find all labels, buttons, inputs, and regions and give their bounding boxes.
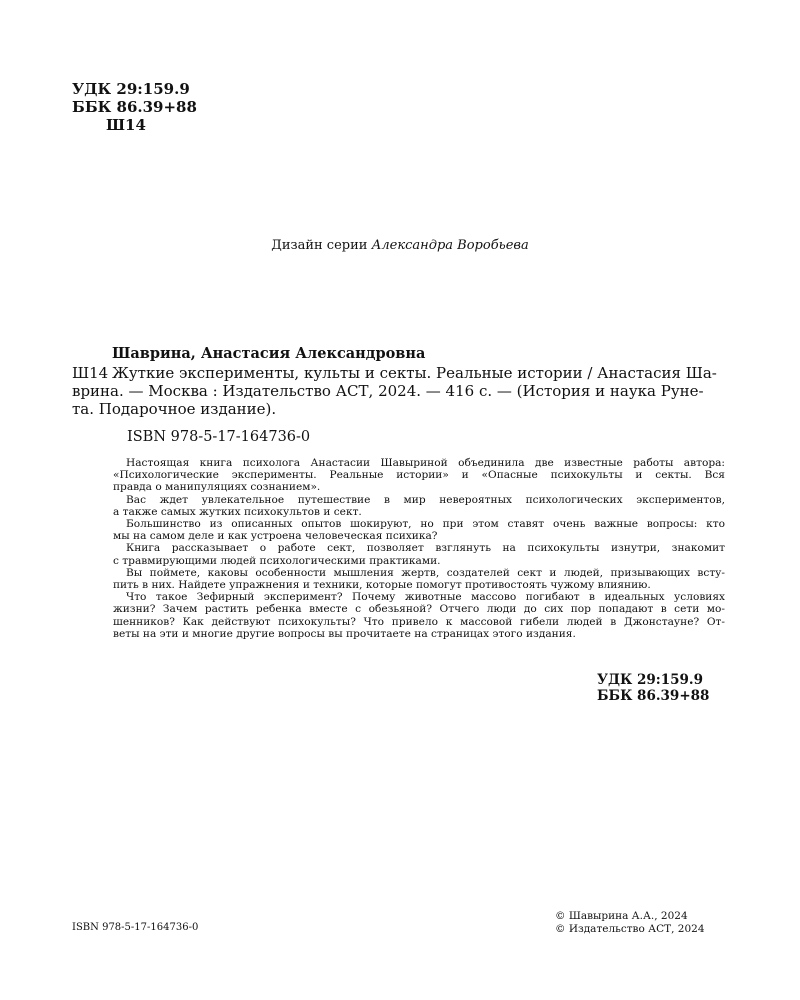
annotation-line: с травмирующими людей психологическими практиками. — [113, 554, 441, 567]
bbk-code: ББК 86.39+88 — [72, 98, 197, 116]
annotation-line: шенников? Как действуют психокульты? Что привело к массовой гибели людей в Джонстауне? От- — [113, 615, 725, 628]
footer-isbn: ISBN 978-5-17-164736-0 — [72, 922, 199, 933]
annotation-line: Вы поймете, каковы особенности мышления жертв, создателей сект и людей, призывающих всту- — [126, 566, 725, 579]
series-designer-name: Александра Воробьева — [371, 238, 529, 253]
annotation-line: «Психологические эксперименты. Реальные истории» и «Опасные психокульты и секты. Вся — [113, 469, 725, 482]
series-design-credit — [0, 238, 800, 254]
catalog-index: Ш14 — [72, 364, 109, 382]
classification-codes-top — [72, 80, 197, 134]
catalog-isbn: ISBN 978-5-17-164736-0 — [127, 429, 311, 445]
annotation-line: пить в них. Найдете упражнения и техники, которые помогут противостоять чужому влиянию. — [113, 579, 651, 592]
catalog-author: Шаврина, Анастасия Александровна — [112, 345, 426, 362]
annotation-line: Большинство из описанных опытов шокируют, но при этом ставят очень важные вопросы: кто — [126, 518, 725, 531]
classification-codes-bottom — [597, 672, 709, 704]
series-design-label: Дизайн серии — [271, 238, 368, 253]
copyright-author: © Шавырина А.А., 2024 — [555, 910, 688, 922]
annotation-line: жизни? Зачем растить ребенка вместе с обезьяной? Отчего люди до сих пор попадают в сети мо- — [113, 603, 725, 616]
annotation-line: Что такое Зефирный эксперимент? Почему животные массово погибают в идеальных условиях — [126, 591, 725, 604]
biblio-line: та. Подарочное издание). — [72, 400, 277, 418]
copyright-block — [555, 910, 705, 936]
annotation-line: правда о манипуляциях сознанием». — [113, 481, 321, 494]
annotation-line: веты на эти и многие другие вопросы вы прочитаете на страницах этого издания. — [113, 627, 576, 640]
biblio-line: Жуткие эксперименты, культы и секты. Реальные истории / Анастасия Ша- — [112, 364, 717, 382]
annotation-line: а также самых жутких психокультов и сект. — [113, 505, 362, 518]
copyright-publisher: © Издательство АСТ, 2024 — [555, 923, 705, 935]
bbk-code: ББК 86.39+88 — [597, 688, 710, 704]
annotation-line: мы на самом деле и как устроена человеческая психика? — [113, 530, 438, 543]
annotation-line: Книга рассказывает о работе сект, позволяет взглянуть на психокульты изнутри, знакомит — [126, 542, 725, 555]
udk-code: УДК 29:159.9 — [72, 80, 190, 98]
udk-code: УДК 29:159.9 — [597, 672, 703, 688]
annotation-line: Вас ждет увлекательное путешествие в мир невероятных психологических экспериментов, — [126, 493, 725, 506]
author-mark: Ш14 — [106, 116, 146, 134]
annotation-line: Настоящая книга психолога Анастасии Шавыриной объединила две известные работы автора: — [126, 457, 725, 469]
annotation — [113, 457, 725, 640]
biblio-line: врина. — Москва : Издательство АСТ, 2024. — 416 с. — (История и наука Руне- — [72, 382, 704, 400]
